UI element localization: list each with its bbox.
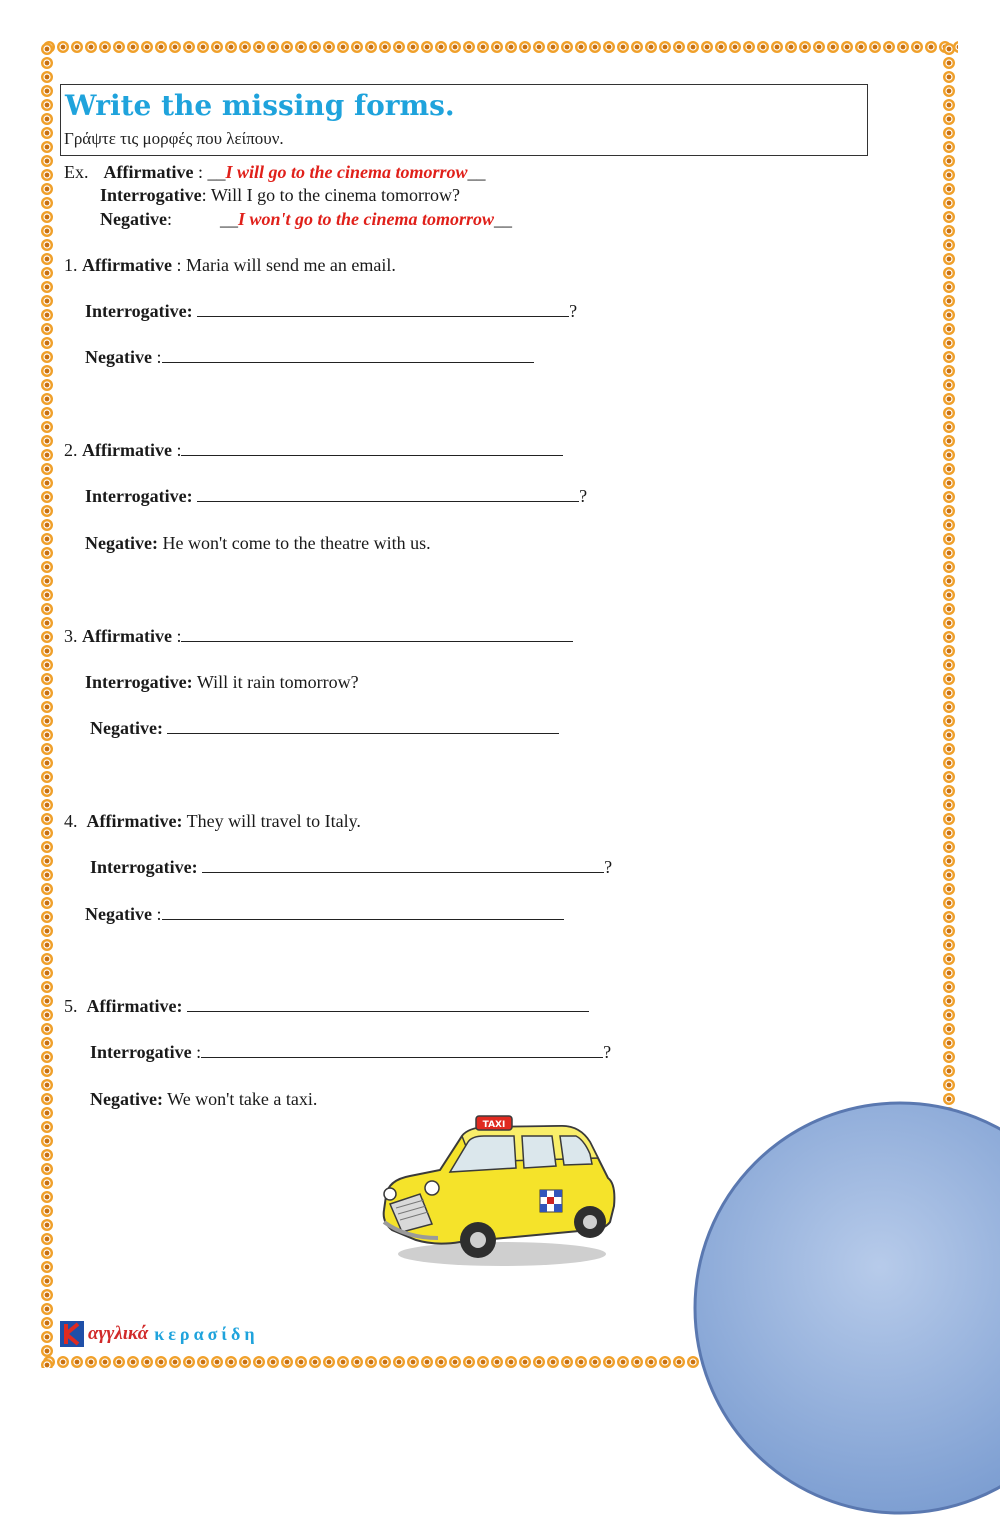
item-2-interrogative: Interrogative: ? (85, 486, 588, 506)
taxi-illustration (376, 1114, 622, 1272)
example-interrogative-text: : Will I go to the cinema tomorrow? (201, 185, 461, 205)
example-negative-label: Negative (100, 209, 167, 229)
item-4-negative: Negative : (85, 903, 564, 925)
item-2-affirmative: 2. Affirmative : (64, 439, 563, 461)
logo-mark-icon (60, 1321, 84, 1347)
item-1-negative: Negative : (85, 346, 534, 368)
item-5-interrogative: Interrogative : ? (90, 1042, 612, 1062)
item-5-affirmative: 5. Affirmative: (64, 995, 589, 1017)
answer-blank[interactable] (187, 996, 589, 1012)
item-3-interrogative: Interrogative: Will it rain tomorrow? (85, 672, 359, 692)
example-affirmative-label: Affirmative (103, 162, 194, 182)
answer-blank[interactable] (181, 440, 563, 456)
example-affirmative-answer: I will go to the cinema tomorrow (225, 162, 468, 182)
answer-blank[interactable] (201, 1042, 603, 1058)
item-3-negative: Negative: (90, 717, 559, 739)
item-4-interrogative: Interrogative: ? (90, 857, 613, 877)
item-1-affirmative: 1. Affirmative : Maria will send me an email. (64, 255, 396, 275)
header-box (60, 84, 868, 156)
example-interrogative-label: Interrogative (100, 185, 202, 205)
flower-border-left (40, 42, 54, 1368)
page-subtitle: Γράψτε τις μορφές που λείπουν. (64, 129, 284, 148)
answer-blank[interactable] (162, 347, 534, 363)
page-title: Write the missing forms. (65, 89, 455, 122)
item-1-interrogative: Interrogative: ? (85, 301, 578, 321)
answer-blank[interactable] (202, 857, 604, 873)
answer-blank[interactable] (181, 626, 573, 642)
decorative-circle (690, 1098, 1000, 1518)
svg-text:TAXI: TAXI (482, 1120, 506, 1130)
example-prefix: Ex. (64, 162, 89, 182)
example-negative-answer: I won't go to the cinema tomorrow (238, 209, 495, 229)
answer-blank[interactable] (197, 301, 569, 317)
item-3-affirmative: 3. Affirmative : (64, 625, 573, 647)
example-negative-line: Negative: __I won't go to the cinema tomorrow__ (100, 209, 513, 229)
logo-word-2: κερασίδη (154, 1323, 259, 1344)
answer-blank[interactable] (197, 486, 579, 502)
item-2-negative: Negative: He won't come to the theatre with us. (85, 533, 431, 553)
flower-border-top (42, 40, 958, 54)
brand-logo (60, 1321, 259, 1347)
logo-word-1: αγγλικά (88, 1323, 149, 1344)
answer-blank[interactable] (162, 904, 564, 920)
item-5-negative: Negative: We won't take a taxi. (90, 1089, 318, 1109)
item-4-affirmative: 4. Affirmative: They will travel to Italy. (64, 811, 361, 831)
example-affirmative-line: Ex. Affirmative : __I will go to the cinema tomorrow__ (64, 162, 486, 182)
answer-blank[interactable] (167, 718, 559, 734)
example-interrogative-line (100, 184, 460, 206)
